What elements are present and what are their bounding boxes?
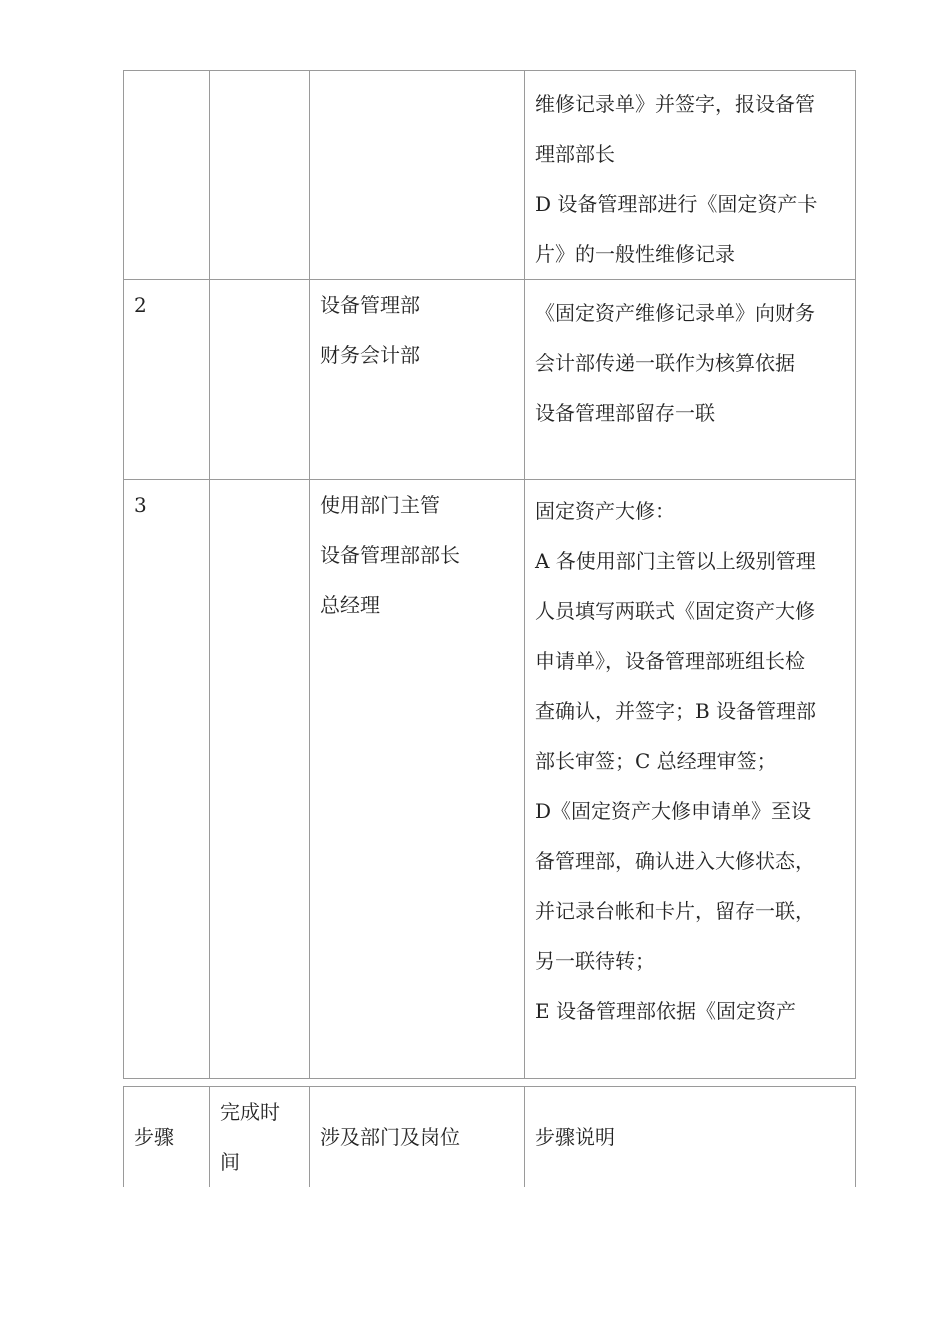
header-time-line: 完成时 <box>220 1100 280 1124</box>
desc-line: 部长审签；C 总经理审签； <box>535 749 777 773</box>
header-time <box>210 1087 310 1188</box>
table-row <box>124 71 856 280</box>
table-row <box>124 480 856 1079</box>
dept-line: 设备管理部 <box>320 293 420 317</box>
desc-cell <box>525 480 856 1079</box>
time-cell <box>210 71 310 280</box>
dept-cell <box>310 480 525 1079</box>
step-cell: 3 <box>124 480 210 1079</box>
desc-line: 片》的一般性维修记录 <box>535 242 735 266</box>
desc-line: 会计部传递一联作为核算依据 <box>535 351 795 375</box>
dept-cell <box>310 280 525 480</box>
header-table <box>123 1086 856 1187</box>
desc-line: 《固定资产维修记录单》向财务 <box>535 301 815 325</box>
dept-cell <box>310 71 525 280</box>
dept-line: 设备管理部部长 <box>320 543 460 567</box>
dept-line: 财务会计部 <box>320 343 420 367</box>
header-time-line: 间 <box>220 1150 240 1174</box>
desc-cell <box>525 280 856 480</box>
desc-line: 申请单》，设备管理部班组长检 <box>535 649 805 673</box>
desc-line: E 设备管理部依据《固定资产 <box>535 999 796 1023</box>
desc-line: D 设备管理部进行《固定资产卡 <box>535 192 818 216</box>
dept-line: 使用部门主管 <box>320 493 440 517</box>
step-cell: 2 <box>124 280 210 480</box>
dept-line: 总经理 <box>320 593 380 617</box>
desc-line: 查确认，并签字；B 设备管理部 <box>535 699 817 723</box>
desc-line: 备管理部，确认进入大修状态， <box>535 849 815 873</box>
desc-line: 维修记录单》并签字，报设备管 <box>535 92 815 116</box>
table-row <box>124 280 856 480</box>
desc-line: 理部部长 <box>535 142 615 166</box>
time-cell <box>210 280 310 480</box>
header-row <box>124 1087 856 1188</box>
desc-line: 并记录台帐和卡片，留存一联， <box>535 899 815 923</box>
header-step: 步骤 <box>124 1087 210 1188</box>
desc-line: 人员填写两联式《固定资产大修 <box>535 599 815 623</box>
process-table <box>123 70 856 1079</box>
desc-line: 固定资产大修： <box>535 499 675 523</box>
desc-line: A 各使用部门主管以上级别管理 <box>535 549 816 573</box>
desc-line: D《固定资产大修申请单》至设 <box>535 799 812 823</box>
desc-cell <box>525 71 856 280</box>
header-dept: 涉及部门及岗位 <box>310 1087 525 1188</box>
desc-line: 另一联待转； <box>535 949 655 973</box>
header-desc: 步骤说明 <box>525 1087 856 1188</box>
desc-line: 设备管理部留存一联 <box>535 401 715 425</box>
step-cell <box>124 71 210 280</box>
time-cell <box>210 480 310 1079</box>
